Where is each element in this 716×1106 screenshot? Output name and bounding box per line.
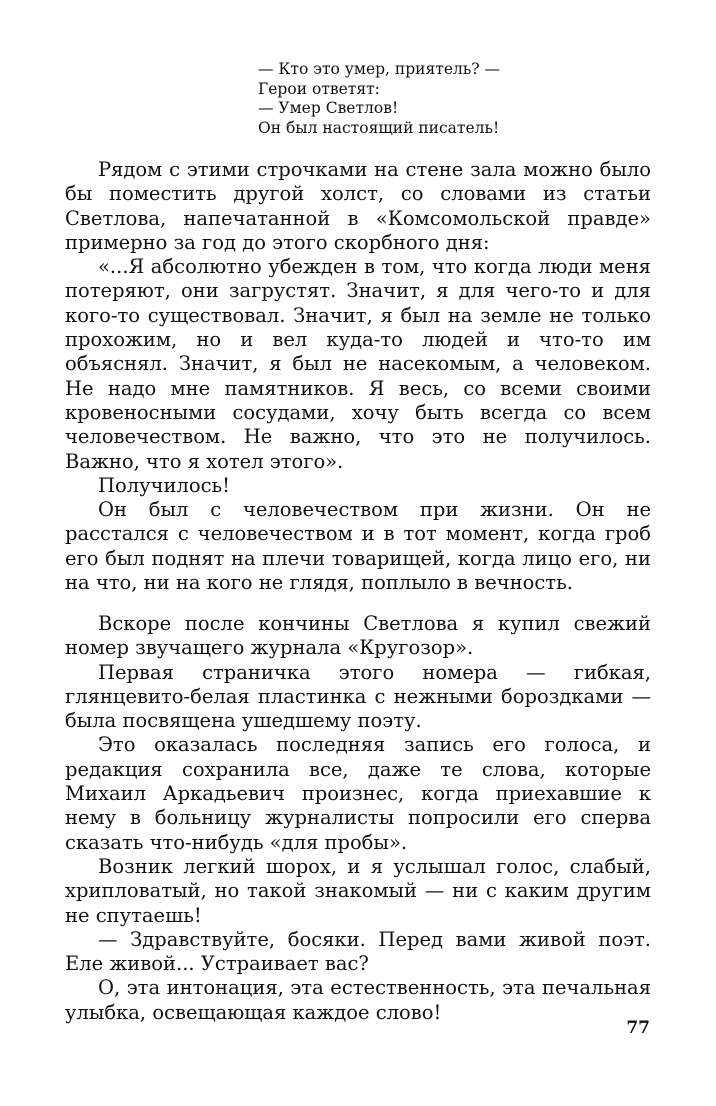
- verse-line: Он был настоящий писатель!: [258, 118, 500, 137]
- paragraph: О, эта интонация, эта естественность, эта печальная улыбка, освещающая каждое слово!: [65, 976, 651, 1024]
- dialogue-paragraph: — Здравствуйте, босяки. Перед вами живой поэт. Еле живой... Устраивает вас?: [65, 927, 651, 976]
- paragraph: Он был с человечеством при жизни. Он не расстался с человечеством и в тот момент, когда гроб его был поднят на плечи товарищей, когда лицо его, ни на что, ни на кого не глядя, поплыло в вечность.: [65, 498, 651, 595]
- verse-line: Герои ответят:: [258, 79, 380, 98]
- verse-line: — Кто это умер, приятель? —: [258, 60, 501, 78]
- section-one: [65, 158, 651, 595]
- paragraph: Получилось!: [98, 473, 230, 497]
- page-number: 77: [626, 1018, 650, 1038]
- paragraph: Первая страничка этого номера — гибкая, глянцевито-белая пластинка с нежными бороздками — была посвящена ушедшему поэту.: [65, 660, 651, 733]
- paragraph: Это оказалась последняя запись его голоса, и редакция сохранила все, даже те слова, которые Михаил Аркадьевич произнес, когда приехавшие к нему в больницу журналисты попросили его сперва сказать что-нибудь «для пробы».: [65, 733, 651, 854]
- paragraph: Рядом с этими строчками на стене зала можно было бы поместить другой холст, со словами из статьи Светлова, напечатанной в «Комсомольской правде» примерно за год до этого скорбного дня:: [65, 158, 651, 254]
- epigraph-verse: [258, 60, 658, 138]
- section-two: [65, 612, 651, 1025]
- quote-paragraph: «...Я абсолютно убежден в том, что когда люди меня потеряют, они загрустят. Значит, я для чего-то и для кого-то существовал. Значит, я был на земле не только прохожим, но и вел куда-то людей и что-то им объяснял. Значит, я был не насекомым, а человеком. Не надо мне памятников. Я весь, со всеми своими кровеносными сосудами, хочу быть всегда со всем человечеством. Не важно, что это не получилось. Важно, что я хотел этого».: [65, 255, 651, 473]
- paragraph: Возник легкий шорох, и я услышал голос, слабый, хрипловатый, но такой знакомый — ни с каким другим не спутаешь!: [65, 854, 651, 927]
- paragraph: Вскоре после кончины Светлова я купил свежий номер звучащего журнала «Кругозор».: [65, 612, 651, 660]
- verse-line: — Умер Светлов!: [258, 99, 399, 117]
